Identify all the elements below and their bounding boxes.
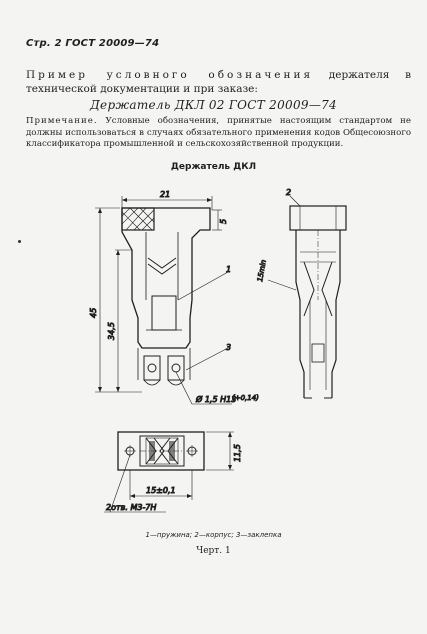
example-text: держателя в технической документации и при заказе: [26, 69, 411, 95]
page-header: Стр. 2 ГОСТ 20009—74 [26, 38, 160, 49]
callout-1: 1 [226, 265, 232, 274]
note-text: Условные обозначения, принятые настоящим стандартом не должны использоваться в случаях обязательного применения кодов Общесоюзного классификатора промышленной и сельскохозяйственной продукции. [26, 116, 411, 149]
dim-holes-spec: 2отв. М3-7Н [106, 503, 157, 512]
dim-height-total: 45 [89, 307, 98, 318]
dim-height-inner: 34,5 [107, 322, 116, 340]
callout-3: 3 [226, 343, 232, 352]
side-view [256, 188, 346, 398]
callout-2: 2 [286, 188, 292, 197]
figure-caption: Черт. 1 [196, 546, 231, 556]
figure-title: Держатель ДКЛ [170, 162, 257, 172]
dim-base-width: 15±0,1 [146, 486, 176, 495]
front-view [89, 190, 259, 404]
note-label: Примечание. [26, 116, 98, 126]
example-heading: Пример условного обозначения [26, 69, 314, 81]
dim-hole: Ø 1,5 Н13 [196, 395, 237, 404]
figure-legend: 1—пружина; 2—корпус; 3—заклепка [145, 531, 282, 539]
dim-angle: 15min [256, 259, 268, 283]
dim-width-top: 21 [160, 190, 171, 199]
dim-hole-tol: (+0,14) [232, 394, 259, 402]
dim-base-height: 11,5 [233, 444, 242, 462]
bottom-view [104, 432, 242, 512]
designation-example: Держатель ДКЛ 02 ГОСТ 20009—74 [90, 98, 337, 112]
dim-top-small: 5 [219, 218, 228, 224]
cap-hatching [122, 208, 154, 230]
